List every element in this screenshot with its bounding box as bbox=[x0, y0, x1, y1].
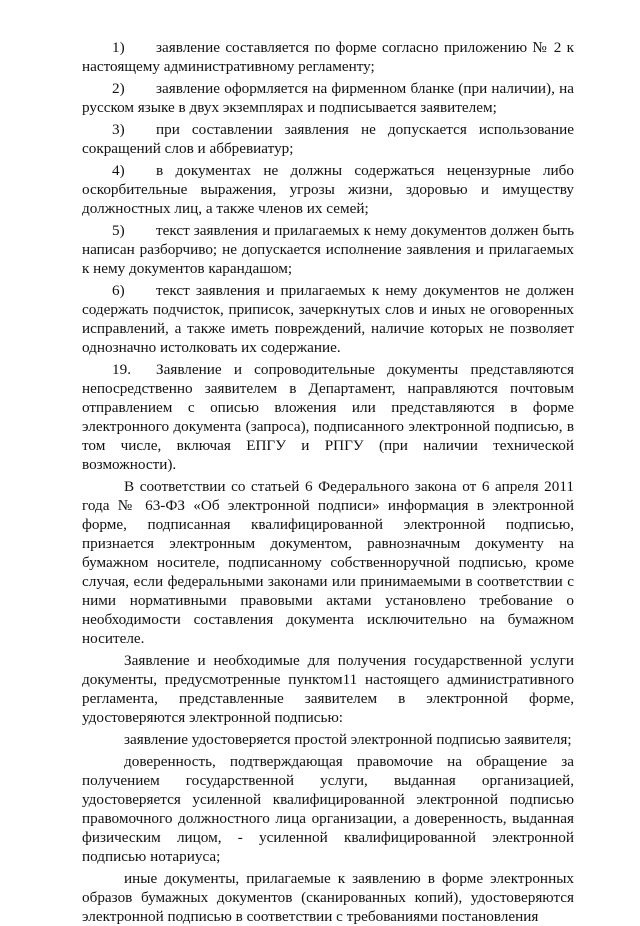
item-text: заявление оформляется на фирменном бланке (при наличии), на русском языке в двух экземплярах и подписывается заявителем; bbox=[82, 80, 574, 116]
item-text: текст заявления и прилагаемых к нему документов должен быть написан разборчиво; не допускается исполнение заявления и прилагаемых к нему документов карандашом; bbox=[82, 222, 574, 277]
list-item bbox=[82, 38, 574, 76]
list-item bbox=[82, 161, 574, 218]
item-number: 3) bbox=[112, 121, 125, 138]
item-text: при составлении заявления не допускается использование сокращений слов и аббревиатур; bbox=[82, 121, 574, 157]
subitem-application: заявление удостоверяется простой электронной подписью заявителя; bbox=[124, 731, 572, 748]
list-item bbox=[82, 281, 574, 357]
paragraph-electronic-documents: Заявление и необходимые для получения государственной услуги документы, предусмотренные пунктом11 настоящего административного регламента, представленные заявителем в электронной форме, удостоверяются электронной подписью: bbox=[82, 652, 574, 726]
subitem-other-documents: иные документы, прилагаемые к заявлению в форме электронных образов бумажных документов (сканированных копий), удостоверяются электронной подписью в соответствии с требованиями постановления bbox=[82, 870, 574, 925]
clause-number: 19. bbox=[112, 361, 131, 378]
clause-19 bbox=[82, 360, 574, 474]
item-text: заявление составляется по форме согласно приложению № 2 к настоящему административному регламенту; bbox=[82, 39, 574, 75]
item-text: в документах не должны содержаться нецензурные либо оскорбительные выражения, угрозы жизни, здоровью и имуществу должностных лиц, а также членов их семей; bbox=[82, 162, 574, 217]
item-number: 1) bbox=[112, 39, 125, 56]
paragraph-electronic-signature-law: В соответствии со статьей 6 Федерального закона от 6 апреля 2011 года № 63-ФЗ «Об электронной подписи» информация в электронной форме, подписанная квалифицированной электронной подписью, признается электронным документом, равнозначным документу на бумажном носителе, подписанному собственноручной подписью, кроме случая, если федеральными законами или принимаемыми в соответствии с ними нормативными правовыми актами установлено требование о необходимости составления документа исключительно на бумажном носителе. bbox=[82, 478, 574, 647]
item-number: 5) bbox=[112, 222, 125, 239]
item-number: 2) bbox=[112, 80, 125, 97]
item-number: 4) bbox=[112, 162, 125, 179]
subitem-power-of-attorney: доверенность, подтверждающая правомочие на обращение за получением государственной услуги, выданная организацией, удостоверяется усиленной квалифицированной электронной подписью правомочного должностного лица организации, а доверенность, выданная физическим лицом, - усиленной квалифицированной электронной подписью нотариуса; bbox=[82, 753, 574, 865]
list-item bbox=[82, 79, 574, 117]
list-item bbox=[82, 221, 574, 278]
list-item bbox=[82, 120, 574, 158]
clause-text: Заявление и сопроводительные документы представляются непосредственно заявителем в Департамент, направляются почтовым отправлением с описью вложения или представляются в форме электронного документа (запроса), подписанного электронной подписью, в том числе, включая ЕПГУ и РПГУ (при наличии технической возможности). bbox=[82, 361, 574, 473]
item-number: 6) bbox=[112, 282, 125, 299]
item-text: текст заявления и прилагаемых к нему документов не должен содержать подчисток, приписок, зачеркнутых слов и иных не оговоренных исправлений, а также иметь повреждений, наличие которых не позволяет однозначно истолковать их содержание. bbox=[82, 282, 574, 356]
